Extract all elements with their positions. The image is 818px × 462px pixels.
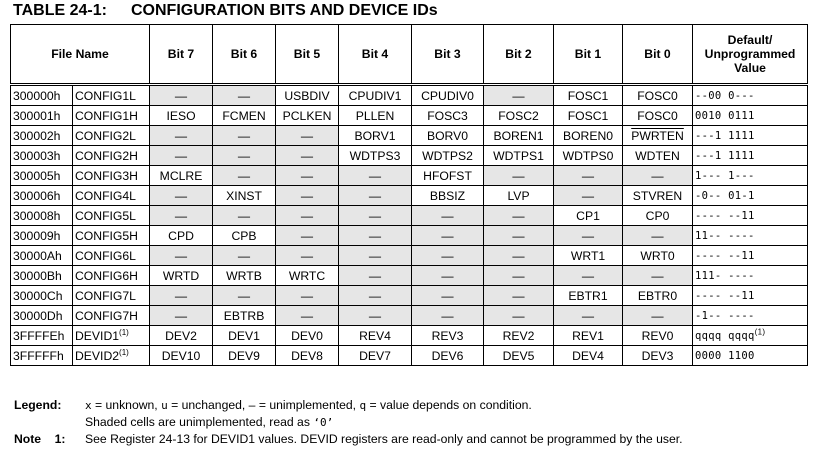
bit-cell: DEV0: [276, 326, 339, 346]
bit-cell: —: [554, 306, 623, 326]
row-address: 300009h: [11, 226, 73, 246]
bit-cell: —: [484, 246, 554, 266]
row-file-name-text: CONFIG5H: [75, 228, 138, 243]
default-value-text: ---- --11: [695, 289, 755, 302]
bit-cell: DEV1: [213, 326, 276, 346]
bit-cell: —: [339, 246, 412, 266]
header-file-name: File Name: [11, 25, 150, 85]
legend-q-code: q: [359, 399, 367, 412]
bit-cell: —: [339, 266, 412, 286]
default-value-cell: [693, 85, 808, 106]
default-value-cell: [693, 346, 808, 366]
bit-cell: —: [276, 166, 339, 186]
row-file-name: [73, 306, 150, 326]
default-value-cell: [693, 146, 808, 166]
row-file-name-text: CONFIG1L: [75, 88, 136, 103]
row-file-name-text: CONFIG1H: [75, 108, 138, 123]
row-file-name: [73, 226, 150, 246]
bit-cell: —: [412, 206, 484, 226]
row-address: 300006h: [11, 186, 73, 206]
row-file-name: [73, 85, 150, 106]
row-address: 300003h: [11, 146, 73, 166]
header-bit3: Bit 3: [412, 25, 484, 85]
bit-cell: PLLEN: [339, 106, 412, 126]
bit-cell: —: [623, 226, 693, 246]
bit-cell: —: [276, 146, 339, 166]
header-default-line2: Unprogrammed: [704, 47, 796, 61]
bit-cell: —: [213, 246, 276, 266]
row-address: 3FFFFFh: [11, 346, 73, 366]
row-file-name: [73, 286, 150, 306]
default-value-text: ---1 1111: [695, 149, 755, 162]
bit-cell: FOSC0: [623, 85, 693, 106]
default-value-text: qqqq qqqq: [695, 329, 755, 342]
bit-cell: FOSC2: [484, 106, 554, 126]
default-value-cell: [693, 246, 808, 266]
table-row: [11, 326, 808, 346]
default-value-text: ---- --11: [695, 209, 755, 222]
bit-cell: EBTRB: [213, 306, 276, 326]
bit-cell: —: [276, 286, 339, 306]
bit-cell: —: [150, 306, 213, 326]
default-value-text: 0000 1100: [695, 349, 755, 362]
row-file-name-text: DEVID2: [75, 348, 120, 363]
bit-cell: DEV9: [213, 346, 276, 366]
legend-x-desc: = unknown,: [91, 398, 162, 412]
table-row: [11, 306, 808, 326]
default-value-text: ---- --11: [695, 249, 755, 262]
bit-cell: —: [339, 186, 412, 206]
bit-cell: WRT1: [554, 246, 623, 266]
bit-cell: FOSC1: [554, 106, 623, 126]
table-row: [11, 206, 808, 226]
bit-cell: EBTR0: [623, 286, 693, 306]
row-address: 3FFFFEh: [11, 326, 73, 346]
bit-cell: —: [150, 246, 213, 266]
bit-cell: BOREN0: [554, 126, 623, 146]
bit-cell: WRTC: [276, 266, 339, 286]
header-default-value: [693, 25, 808, 85]
bit-cell: —: [339, 226, 412, 246]
legend-u-desc: = unchanged, – = unimplemented,: [167, 398, 360, 412]
note-text: See Register 24-13 for DEVID1 values. DEVID registers are read-only and cannot be programmed by the user.: [85, 432, 683, 446]
legend-shaded-desc: Shaded cells are unimplemented, read as: [85, 415, 314, 429]
bit-cell: —: [554, 226, 623, 246]
bit-cell: DEV4: [554, 346, 623, 366]
table-row: [11, 85, 808, 106]
legend-line2: [85, 414, 333, 431]
table-row: [11, 166, 808, 186]
bit-cell: —: [276, 126, 339, 146]
default-value-text: 11-- ----: [695, 229, 755, 242]
bit-cell: —: [412, 306, 484, 326]
header-bit2: Bit 2: [484, 25, 554, 85]
bit-cell: WDTPS3: [339, 146, 412, 166]
bit-cell: —: [276, 186, 339, 206]
row-file-name-text: CONFIG7H: [75, 308, 138, 323]
default-value-text: -1-- ----: [695, 309, 755, 322]
table-row: [11, 106, 808, 126]
row-file-name-text: CONFIG6H: [75, 268, 138, 283]
bit-cell: —: [554, 266, 623, 286]
table-title: [13, 2, 438, 20]
header-default-line3: Value: [734, 61, 766, 75]
bit-cell: REV1: [554, 326, 623, 346]
legend-zero-code: ‘0’: [313, 416, 334, 429]
bit-cell: IESO: [150, 106, 213, 126]
row-file-name-text: CONFIG7L: [75, 288, 136, 303]
legend-line1: [85, 397, 532, 414]
default-value-cell: [693, 266, 808, 286]
row-address: 300008h: [11, 206, 73, 226]
bit-cell: CP1: [554, 206, 623, 226]
bit-cell: LVP: [484, 186, 554, 206]
legend-x-code: x: [85, 399, 92, 412]
row-address: 300001h: [11, 106, 73, 126]
default-value-text: -0-- 01-1: [695, 189, 755, 202]
header-bit6: Bit 6: [213, 25, 276, 85]
legend-label: Legend:: [14, 398, 62, 412]
bit-cell: CPD: [150, 226, 213, 246]
default-value-text: 111- ----: [695, 269, 755, 282]
row-file-name-text: CONFIG2H: [75, 148, 138, 163]
bit-cell: —: [213, 166, 276, 186]
bit-cell: PCLKEN: [276, 106, 339, 126]
header-default-line1: Default/: [727, 33, 773, 47]
default-value-cell: [693, 306, 808, 326]
bit-cell: —: [412, 286, 484, 306]
table-row: [11, 146, 808, 166]
bit-cell: —: [484, 166, 554, 186]
bit-cell: FOSC3: [412, 106, 484, 126]
bit-cell: —: [484, 266, 554, 286]
legend-q-desc: = value depends on condition.: [366, 398, 532, 412]
config-bits-table: [10, 24, 808, 366]
bit-cell: REV3: [412, 326, 484, 346]
bit-cell: BORV0: [412, 126, 484, 146]
bit-cell: FOSC0: [623, 106, 693, 126]
table-caption: CONFIGURATION BITS AND DEVICE IDs: [131, 2, 438, 19]
bit-cell: —: [150, 286, 213, 306]
footnote-ref: (1): [754, 327, 766, 336]
default-value-cell: [693, 166, 808, 186]
bit-cell: —: [623, 166, 693, 186]
bit-cell: WDTEN: [623, 146, 693, 166]
default-value-text: --00 0---: [695, 89, 755, 102]
bit-cell: WDTPS2: [412, 146, 484, 166]
default-value-cell: [693, 286, 808, 306]
bit-cell: USBDIV: [276, 85, 339, 106]
bit-cell: WDTPS1: [484, 146, 554, 166]
bit-cell: REV0: [623, 326, 693, 346]
bit-cell: —: [554, 186, 623, 206]
row-file-name: [73, 146, 150, 166]
row-address: 300002h: [11, 126, 73, 146]
bit-cell: STVREN: [623, 186, 693, 206]
bit-cell: WRTB: [213, 266, 276, 286]
bit-cell: —: [484, 85, 554, 106]
row-file-name: [73, 126, 150, 146]
row-address: 300000h: [11, 85, 73, 106]
row-address: 30000Dh: [11, 306, 73, 326]
bit-cell: —: [213, 206, 276, 226]
default-value-cell: [693, 226, 808, 246]
table-number: TABLE 24-1:: [13, 2, 107, 19]
bit-cell: —: [213, 126, 276, 146]
bit-cell: —: [484, 226, 554, 246]
default-value-cell: [693, 186, 808, 206]
bit-cell: MCLRE: [150, 166, 213, 186]
bit-cell: CPUDIV0: [412, 85, 484, 106]
table-row: [11, 346, 808, 366]
bit-cell: FOSC1: [554, 85, 623, 106]
row-address: 30000Bh: [11, 266, 73, 286]
row-file-name-text: CONFIG5L: [75, 208, 136, 223]
header-bit4: Bit 4: [339, 25, 412, 85]
bit-cell: EBTR1: [554, 286, 623, 306]
header-bit0: Bit 0: [623, 25, 693, 85]
bit-cell: REV2: [484, 326, 554, 346]
row-file-name: [73, 346, 150, 366]
bit-cell: XINST: [213, 186, 276, 206]
row-file-name: [73, 326, 150, 346]
bit-cell: DEV10: [150, 346, 213, 366]
table-body: [11, 85, 808, 366]
row-file-name: [73, 206, 150, 226]
bit-cell: —: [339, 286, 412, 306]
bit-cell: —: [150, 85, 213, 106]
bit-cell: —: [339, 166, 412, 186]
bit-cell: —: [150, 206, 213, 226]
bit-cell: —: [276, 226, 339, 246]
bit-cell: —: [623, 306, 693, 326]
bit-cell: —: [213, 85, 276, 106]
row-file-name-text: CONFIG4L: [75, 188, 136, 203]
table-row: [11, 126, 808, 146]
bit-cell: —: [484, 306, 554, 326]
bit-cell: WRTD: [150, 266, 213, 286]
bit-cell: WDTPS0: [554, 146, 623, 166]
row-file-name-text: CONFIG2L: [75, 128, 136, 143]
bit-cell: BORV1: [339, 126, 412, 146]
row-address: 30000Ah: [11, 246, 73, 266]
default-value-cell: [693, 106, 808, 126]
row-file-name: [73, 246, 150, 266]
default-value-text: 0010 0111: [695, 109, 755, 122]
bit-cell: —: [412, 226, 484, 246]
row-file-name: [73, 106, 150, 126]
bit-cell: CPUDIV1: [339, 85, 412, 106]
row-file-name: [73, 166, 150, 186]
table-row: [11, 266, 808, 286]
bit-cell: —: [339, 306, 412, 326]
table-row: [11, 246, 808, 266]
legend-u-code: u: [161, 399, 168, 412]
bit-cell: —: [554, 166, 623, 186]
row-address: 30000Ch: [11, 286, 73, 306]
bit-cell: HFOFST: [412, 166, 484, 186]
row-file-name: [73, 186, 150, 206]
bit-cell: PWRTEN: [623, 126, 693, 146]
row-file-name-text: CONFIG3H: [75, 168, 138, 183]
bit-cell: —: [150, 146, 213, 166]
bit-cell: BBSIZ: [412, 186, 484, 206]
bit-cell: —: [339, 206, 412, 226]
header-bit7: Bit 7: [150, 25, 213, 85]
row-address: 300005h: [11, 166, 73, 186]
footnote-ref: (1): [119, 327, 129, 337]
default-value-text: ---1 1111: [695, 129, 755, 142]
header-row: [11, 25, 808, 85]
default-value-cell: [693, 326, 808, 346]
bit-cell: BOREN1: [484, 126, 554, 146]
table-row: [11, 286, 808, 306]
bit-cell: DEV2: [150, 326, 213, 346]
default-value-cell: [693, 126, 808, 146]
bit-cell: —: [150, 186, 213, 206]
bit-cell: DEV3: [623, 346, 693, 366]
bit-cell: DEV5: [484, 346, 554, 366]
bit-cell: —: [276, 246, 339, 266]
bit-cell: —: [412, 266, 484, 286]
bit-cell: WRT0: [623, 246, 693, 266]
bit-cell: —: [412, 246, 484, 266]
bit-cell: CPB: [213, 226, 276, 246]
bit-cell: —: [213, 286, 276, 306]
note-label: Note 1:: [14, 432, 66, 446]
bit-cell: DEV6: [412, 346, 484, 366]
bit-cell: —: [276, 206, 339, 226]
default-value-text: 1--- 1---: [695, 169, 755, 182]
row-file-name: [73, 266, 150, 286]
footnote-ref: (1): [119, 347, 129, 357]
bit-cell: DEV8: [276, 346, 339, 366]
bit-cell: —: [623, 266, 693, 286]
table-row: [11, 226, 808, 246]
default-value-cell: [693, 206, 808, 226]
header-bit5: Bit 5: [276, 25, 339, 85]
row-file-name-text: CONFIG6L: [75, 248, 136, 263]
header-bit1: Bit 1: [554, 25, 623, 85]
bit-cell: —: [276, 306, 339, 326]
table-row: [11, 186, 808, 206]
bit-cell: —: [150, 126, 213, 146]
bit-cell: —: [213, 146, 276, 166]
bit-cell: CP0: [623, 206, 693, 226]
bit-cell: DEV7: [339, 346, 412, 366]
bit-cell: —: [484, 206, 554, 226]
bit-cell: FCMEN: [213, 106, 276, 126]
row-file-name-text: DEVID1: [75, 328, 120, 343]
bit-cell: —: [484, 286, 554, 306]
bit-cell: REV4: [339, 326, 412, 346]
